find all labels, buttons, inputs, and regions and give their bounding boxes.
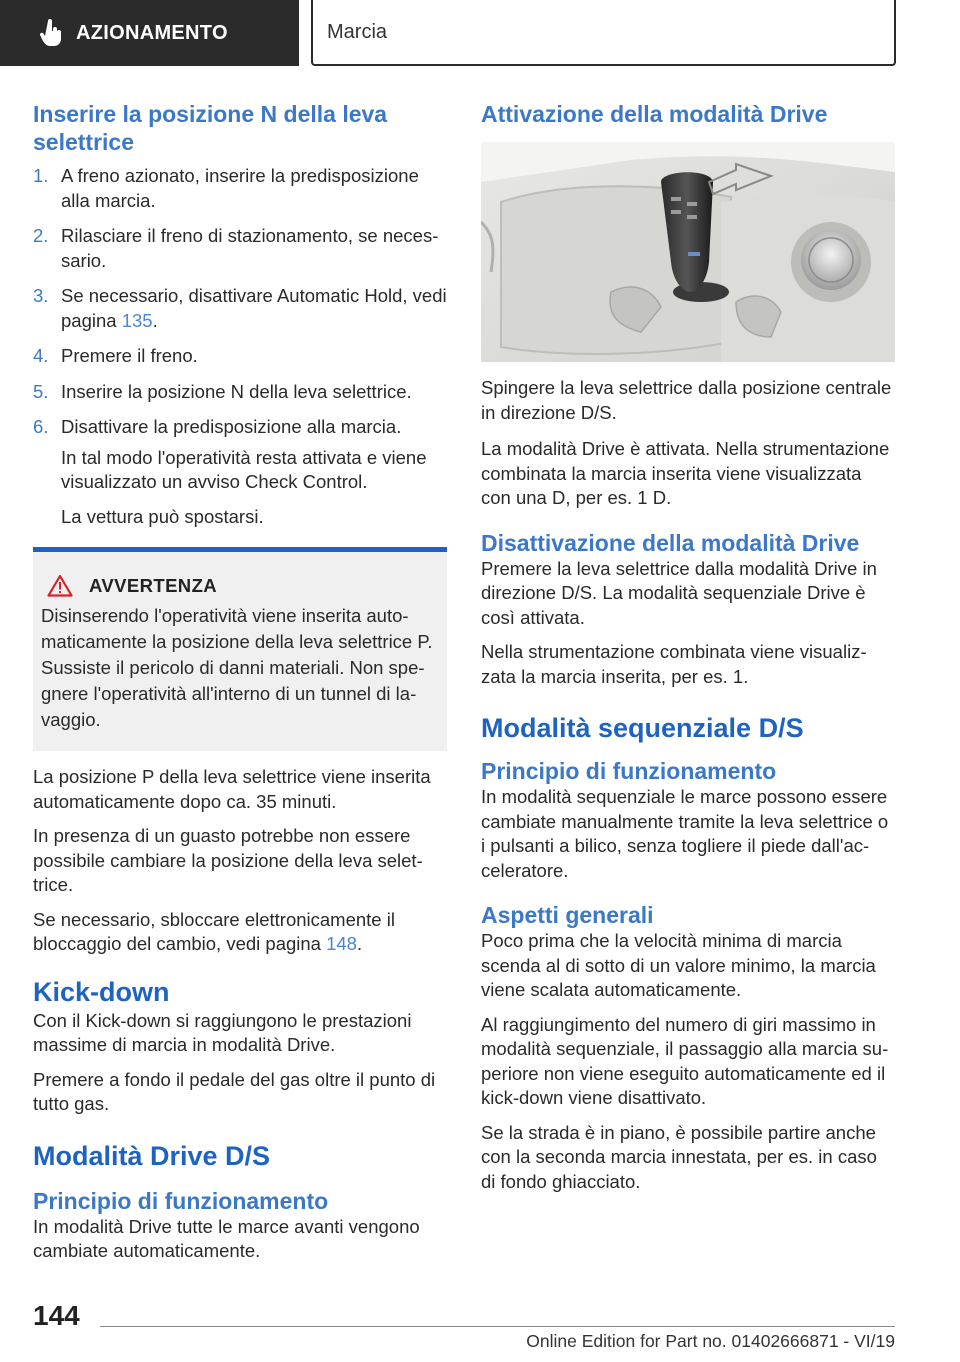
paragraph: Al raggiungimento del numero di giri massimo in modalità sequenziale, il passaggio alla marcia superiore non viene eseguito automaticamente ed il kick-down viene disattivato.	[481, 1013, 889, 1108]
paragraph: Se la strada è in piano, è possibile partire anche con la seconda marcia innestata, per es. in caso di fondo ghiacciato.	[481, 1121, 877, 1192]
warning-title: AVVERTENZA	[89, 574, 218, 596]
right-column	[481, 100, 895, 1194]
paragraph: In presenza di un guasto potrebbe non essere possibile cambiare la posizione della leva selettrice.	[33, 825, 423, 895]
section-label: AZIONAMENTO	[76, 21, 228, 44]
paragraph: Nella strumentazione combinata viene visualizzata la marcia inserita, per es. 1.	[481, 641, 867, 687]
step-text: A freno azionato, inserire la predisposizione alla marcia.	[61, 165, 419, 211]
edition-info: Online Edition for Part no. 01402666871 - VI/19	[526, 1331, 895, 1351]
step-text: Disattivare la predisposizione alla marcia.	[61, 416, 402, 437]
page-link-148[interactable]: 148	[326, 933, 357, 954]
heading-sequential-principle: Principio di funzionamento	[481, 758, 777, 784]
paragraph: Spingere la leva selettrice dalla posizione centrale in direzione D/S.	[481, 377, 892, 423]
heading-drive-mode: Modalità Drive D/S	[33, 1140, 271, 1171]
hand-pointer-icon	[40, 19, 62, 47]
heading-neutral-position: Inserire la posizione N della leva selettrice	[33, 101, 388, 155]
footer-divider	[100, 1326, 895, 1327]
list-item	[33, 224, 447, 273]
step-text: Inserire la posizione N della leva selettrice.	[61, 380, 412, 402]
step-number: 4.	[33, 345, 49, 366]
step-text	[61, 284, 447, 333]
list-item	[33, 415, 447, 440]
step-number: 5.	[33, 380, 49, 402]
step-text: Rilasciare il freno di stazionamento, se necessario.	[61, 225, 439, 271]
chapter-tab	[311, 0, 896, 66]
step-number: 6.	[33, 416, 49, 437]
paragraph: Premere la leva selettrice dalla modalità Drive in direzione D/S. La modalità sequenziale Drive è così attivata.	[481, 557, 877, 628]
step-number: 2.	[33, 225, 49, 246]
paragraph-part: Se necessario, sbloccare elettronicamente il bloccaggio del cambio, vedi pagina	[33, 908, 395, 954]
section-tab	[0, 0, 299, 66]
left-column	[33, 100, 447, 1264]
paragraph: La posizione P della leva selettrice viene inserita automaticamente dopo ca. 35 minuti.	[33, 766, 431, 812]
list-item	[33, 380, 447, 405]
paragraph: In modalità sequenziale le marce possono essere cambiate manualmente tramite la leva selettrice o i pulsanti a bilico, senza togliere il piede dall'acceleratore.	[481, 786, 889, 881]
paragraph-part: .	[356, 933, 363, 954]
list-item	[33, 164, 447, 213]
heading-drive-activation: Attivazione della modalità Drive	[481, 101, 828, 127]
paragraph: La modalità Drive è attivata. Nella strumentazione combinata la marcia inserita viene visualizzata con una D, per es. 1 D.	[481, 438, 890, 508]
paragraph: Con il Kick-down si raggiungono le prestazioni massime di marcia in modalità Drive.	[33, 1009, 412, 1055]
gear-selector-photo	[481, 142, 895, 362]
warning-text: Disinserendo l'operatività viene inserita automaticamente la posizione della leva selettrice P. Sussiste il pericolo di danni materiali. Non spegnere l'operatività all'interno di un tunnel di lavaggio.	[41, 605, 433, 730]
heading-sequential-mode: Modalità sequenziale D/S	[481, 713, 804, 743]
page-header	[0, 0, 960, 66]
paragraph	[33, 908, 447, 957]
steps-list	[33, 164, 447, 440]
paragraph: Premere a fondo il pedale del gas oltre il punto di tutto gas.	[33, 1068, 436, 1114]
page-link-135[interactable]: 135	[121, 309, 153, 331]
step6-note: In tal modo l'operatività resta attivata e viene visualizzato un avviso Check Control.	[61, 446, 427, 492]
heading-kickdown: Kick-down	[33, 976, 170, 1007]
warning-triangle-icon	[47, 574, 73, 597]
step-text: Premere il freno.	[61, 345, 198, 366]
step-text-part: .	[152, 309, 158, 331]
heading-drive-principle: Principio di funzionamento	[33, 1187, 329, 1214]
list-item	[33, 344, 447, 369]
heading-drive-deactivation: Disattivazione della modalità Drive	[481, 529, 860, 556]
step6-note: La vettura può spostarsi.	[61, 505, 264, 527]
heading-general-aspects: Aspetti generali	[481, 902, 654, 928]
paragraph: In modalità Drive tutte le marce avanti vengono cambiate automaticamente.	[33, 1215, 420, 1261]
step-number: 1.	[33, 165, 49, 186]
warning-box	[33, 547, 447, 751]
list-item	[33, 284, 447, 333]
warning-header	[41, 574, 439, 597]
chapter-label: Marcia	[327, 20, 388, 43]
step-text-part: Se necessario, disattivare Automatic Hold, vedi pagina	[61, 285, 447, 331]
paragraph: Poco prima che la velocità minima di marcia scenda al di sotto di un valore minimo, la marcia viene scalata automaticamente.	[481, 930, 876, 1000]
page-number: 144	[33, 1300, 80, 1331]
step-number: 3.	[33, 285, 49, 306]
